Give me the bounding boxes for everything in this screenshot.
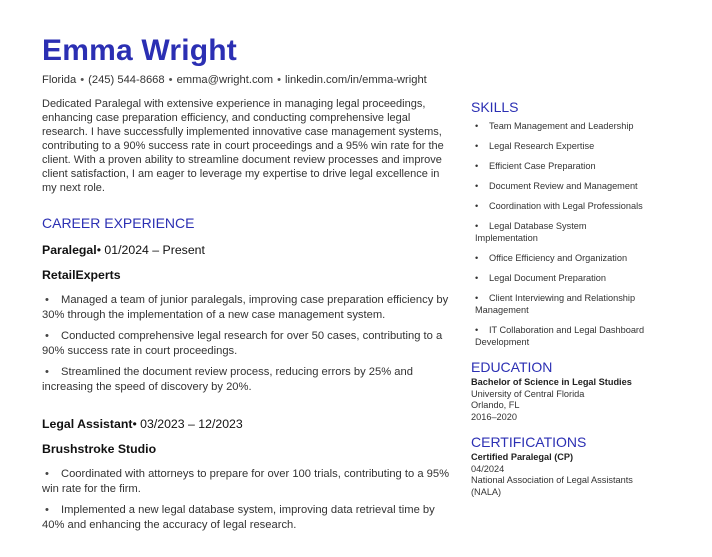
contact-line	[42, 74, 427, 86]
contact-separator: •	[168, 74, 173, 86]
section-title-education: EDUCATION	[471, 359, 553, 375]
skill-text: Coordination with Legal Professionals	[489, 201, 643, 211]
bullet-icon: •	[475, 121, 479, 131]
skill-item	[471, 272, 646, 284]
education-years: 2016–2020	[471, 411, 517, 422]
skill-item	[471, 324, 646, 348]
contact-separator: •	[80, 74, 85, 86]
contact-location: Florida	[42, 74, 77, 86]
skill-item	[471, 160, 646, 172]
job-title-line	[42, 416, 457, 432]
skill-item	[471, 252, 646, 264]
education-degree: Bachelor of Science in Legal Studies	[471, 377, 632, 387]
sidebar-column	[471, 98, 646, 498]
job-dates: • 01/2024 – Present	[96, 243, 205, 257]
skill-text: Legal Research Expertise	[489, 141, 595, 151]
experience-section	[42, 214, 457, 539]
certification-issuer: National Association of Legal Assistants (NALA)	[471, 475, 633, 497]
job-role: Paralegal	[42, 243, 97, 257]
bullet-icon: •	[45, 366, 49, 378]
bullet-text: Managed a team of junior paralegals, improving case preparation efficiency by 30% through the implementation of a new case management system.	[42, 294, 449, 321]
job-role: Legal Assistant	[42, 417, 133, 431]
section-title-experience: CAREER EXPERIENCE	[42, 215, 195, 231]
contact-email: emma@wright.com	[176, 74, 274, 86]
education-location: Orlando, FL	[471, 400, 520, 410]
list-item	[42, 329, 457, 358]
skill-text: Legal Document Preparation	[489, 273, 606, 283]
bullet-text: Coordinated with attorneys to prepare for over 100 trials, contributing to a 95% win rate for the firm.	[42, 468, 450, 495]
bullet-icon: •	[475, 253, 479, 263]
bullet-icon: •	[475, 293, 479, 303]
skill-item	[471, 140, 646, 152]
section-title-skills: SKILLS	[471, 99, 519, 115]
bullet-icon: •	[475, 141, 479, 151]
job-company: Brushstroke Studio	[42, 442, 157, 456]
certification-name: Certified Paralegal (CP)	[471, 452, 574, 462]
contact-separator: •	[277, 74, 282, 86]
job-company: RetailExperts	[42, 268, 121, 282]
list-item	[42, 467, 457, 496]
skill-item	[471, 120, 646, 132]
bullet-icon: •	[45, 504, 49, 516]
bullet-icon: •	[45, 294, 49, 306]
skill-text: Client Interviewing and Relationship Management	[475, 293, 636, 315]
bullet-icon: •	[475, 181, 479, 191]
skill-item	[471, 292, 646, 316]
bullet-icon: •	[475, 201, 479, 211]
certification-date: 04/2024	[471, 463, 505, 474]
list-item	[42, 503, 457, 532]
bullet-text: Streamlined the document review process, reducing errors by 25% and increasing the speed of discovery by 20%.	[42, 366, 413, 393]
skill-text: Team Management and Leadership	[489, 121, 634, 131]
contact-linkedin: linkedin.com/in/emma-wright	[285, 74, 427, 86]
bullet-icon: •	[475, 325, 479, 335]
bullet-icon: •	[475, 161, 479, 171]
job-title-line	[42, 242, 457, 258]
bullet-text: Conducted comprehensive legal research for over 50 cases, contributing to a 90% success rate in court proceedings.	[42, 330, 443, 357]
bullet-text: Implemented a new legal database system, improving data retrieval time by 40% and enhancing the accuracy of legal research.	[42, 504, 435, 531]
skill-item	[471, 220, 646, 244]
skill-text: Efficient Case Preparation	[489, 161, 596, 171]
list-item	[42, 293, 457, 322]
professional-summary: Dedicated Paralegal with extensive experience in managing legal proceedings, enhancing case preparation efficiency, and conducting comprehensive legal research. I have successfully implemented innovative case management systems, contributing to a 90% success rate in court proceedings and a 95% win rate for the client. With a proven ability to streamline document review processes and improve client satisfaction, I am eager to leverage my expertise to drive legal excellence in my next role.	[42, 98, 444, 194]
skill-text: Document Review and Management	[489, 181, 638, 191]
skills-list	[471, 120, 646, 348]
bullet-icon: •	[475, 273, 479, 283]
skill-item	[471, 200, 646, 212]
job-dates: • 03/2023 – 12/2023	[132, 417, 243, 431]
list-item	[42, 365, 457, 394]
skill-item	[471, 180, 646, 192]
bullet-icon: •	[45, 468, 49, 480]
job-bullets	[42, 467, 457, 532]
skill-text: IT Collaboration and Legal Dashboard Development	[475, 325, 645, 347]
skill-text: Office Efficiency and Organization	[489, 253, 628, 263]
section-title-certifications: CERTIFICATIONS	[471, 434, 587, 450]
education-school: University of Central Florida	[471, 388, 585, 399]
candidate-name: Emma Wright	[42, 34, 238, 67]
skill-text: Legal Database System Implementation	[475, 221, 587, 243]
job-entry	[42, 242, 457, 394]
job-entry	[42, 416, 457, 532]
contact-phone: (245) 544-8668	[88, 74, 165, 86]
bullet-icon: •	[45, 330, 49, 342]
job-bullets	[42, 293, 457, 394]
bullet-icon: •	[475, 221, 479, 231]
